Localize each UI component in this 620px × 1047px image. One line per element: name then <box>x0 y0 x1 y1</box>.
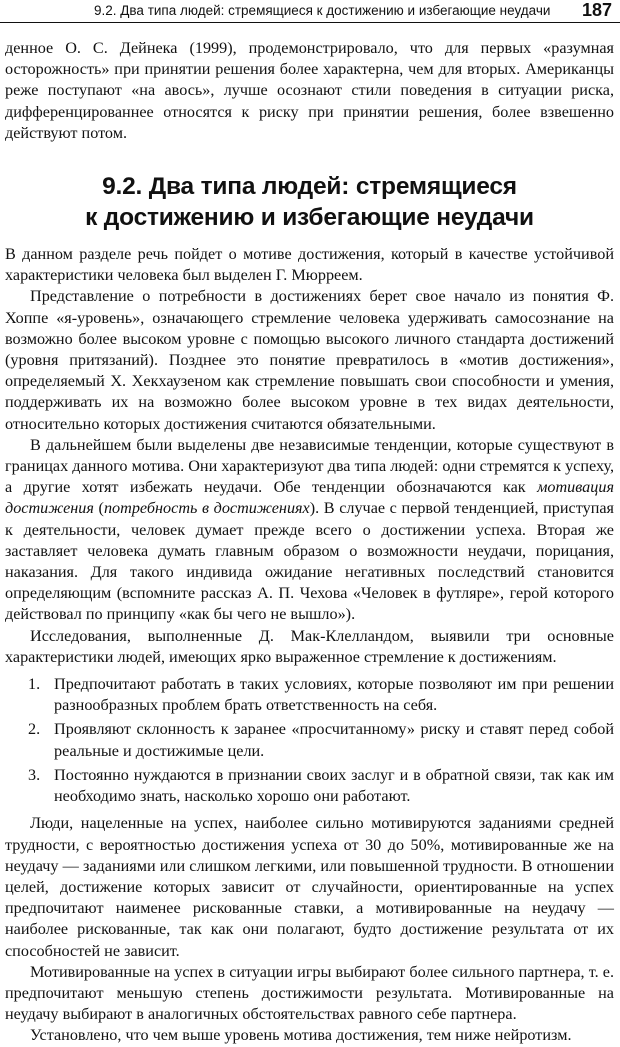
list-item-number: 1. <box>28 675 41 694</box>
numbered-list <box>5 674 614 807</box>
paragraph: Мотивированные на успех в ситуации игры выбирают более сильного партнера, т. е. предпочитают меньшую степень достижимости результата. Мотивированные на неудачу выбирают в аналогичных обстоятельствах равного себе партнера. <box>5 962 614 1024</box>
list-item-text: Предпочитают работать в таких условиях, которые позволяют им при решении разнообразных проблем брать ответственность на себя. <box>54 675 614 715</box>
running-header <box>0 0 620 23</box>
paragraph <box>5 435 614 626</box>
paragraph: Люди, нацеленные на успех, наиболее сильно мотивируются заданиями средней трудности, с вероятностью достижения успеха от 30 до 50%, мотивированные же на неудачу — заданиями или слишком легкими, или повышенной трудности. В отношении целей, достижение которых зависит от случайности, ориентированные на успех предпочитают наименее рискованные ставки, а мотивированные на неудачу — наиболее рискованные, так как они полагают, будто достижение результата от их способностей не зависит. <box>5 814 614 960</box>
paragraph-continued: денное О. С. Дейнека (1999), продемонстрировало, что для первых «разумная осторожность» при принятии решения более характерна, чем для вторых. Американцы реже поступают «на авось», лучше осознают стили поведения в ситуации риска, дифференцированнее относятся к риску при принятии решения, более взвешенно действуют потом. <box>5 39 614 142</box>
text-run: В дальнейшем были выделены две независимые тенденции, которые существуют в границах данного мотива. Они характеризуют два типа людей: одни стремятся к успеху, а другие хотят избежать неудачи. Обе тенденции обозначаются как <box>5 435 614 497</box>
list-item-number: 2. <box>28 720 41 739</box>
text-run: ( <box>93 499 104 518</box>
list-item-text: Постоянно нуждаются в признании своих заслуг и в обратной связи, так как им необходимо знать, насколько хорошо они работают. <box>54 765 614 806</box>
section-heading-line-2: к достижению и избегающие неудачи <box>85 204 534 232</box>
list-item-text: Проявляют склонность к заранее «просчитанному» риску и ставят перед собой реальные и достижимые цели. <box>54 720 614 760</box>
running-title: 9.2. Два типа людей: стремящиеся к достижению и избегающие неудачи <box>94 3 551 18</box>
list-item <box>5 765 614 807</box>
paragraph: Установлено, что чем выше уровень мотива достижения, тем ниже нейротизм. <box>30 1026 572 1045</box>
section-heading <box>5 171 614 233</box>
text-run: ). В случае с первой тенденцией, приступая к деятельности, человек думает прежде всего о достижении успеха. Вторая же заставляет человека думать главным образом о возможности неудачи, порицания, наказания. Для такого индивида ожидание негативных последствий становится определяющим (вспомните рассказ А. П. Чехова «Человек в футляре», герой которого действовал по принципу «как бы чего не вышло»). <box>5 499 614 624</box>
page-number: 187 <box>581 0 612 20</box>
italic-term: мотивация достижения <box>5 478 614 518</box>
paragraph: В данном разделе речь пойдет о мотиве достижения, который в качестве устойчивой характеристики человека был выделен Г. Мюрреем. <box>5 245 614 285</box>
section-heading-line-1: 9.2. Два типа людей: стремящиеся <box>102 173 517 201</box>
paragraph: Исследования, выполненные Д. Мак-Клелландом, выявили три основные характеристики людей, имеющих ярко выраженное стремление к достижениям. <box>5 626 614 666</box>
list-item <box>5 674 614 716</box>
page-body <box>5 38 614 1047</box>
list-item-number: 3. <box>28 765 41 784</box>
list-item <box>5 719 614 761</box>
italic-term: потребность в достижениях <box>103 499 310 518</box>
paragraph: Представление о потребности в достижениях берет свое начало из понятия Ф. Хоппе «я-уровень», означающего стремление человека удерживать самосознание на возможно более высоком уровне с помощью высокого личного стандарта достижений (уровня притязаний). Позднее это понятие превратилось в «мотив достижения», определяемый Х. Хекхаузеном как стремление повышать свои способности и умения, поддерживать их на возможно более высоком уровне в тех видах деятельности, относительно которых достижения считаются обязательными. <box>5 287 614 433</box>
